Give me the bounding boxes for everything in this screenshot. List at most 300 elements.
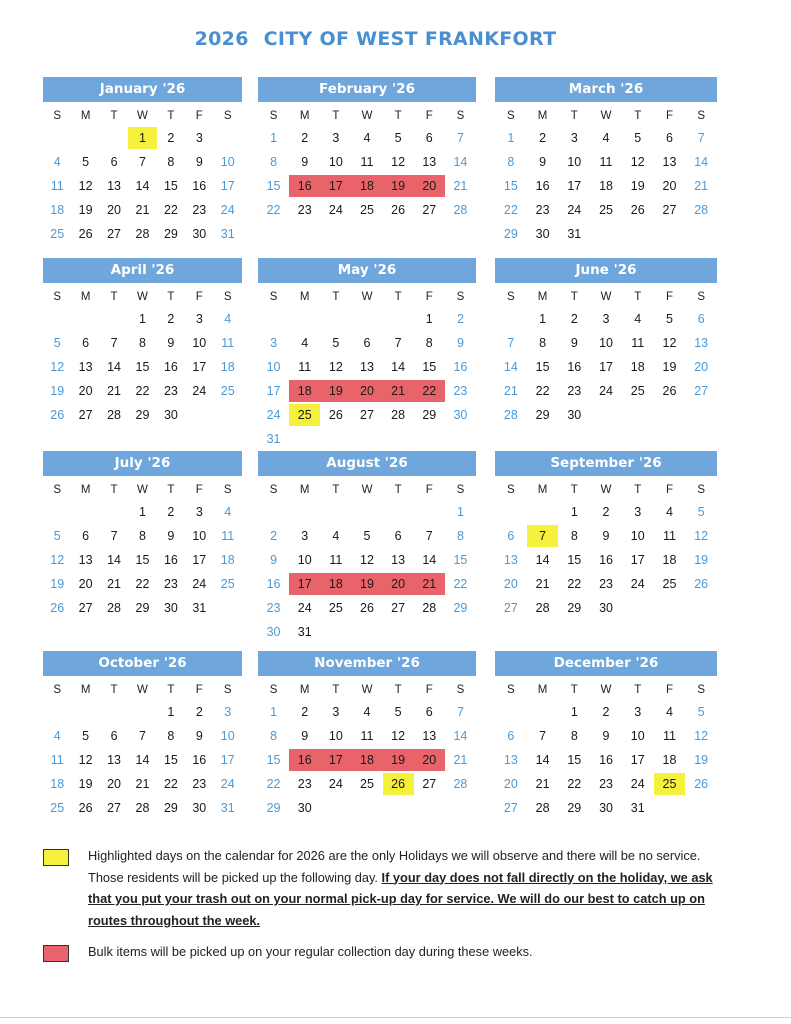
day-cell: 21 xyxy=(535,777,550,791)
day-cell: 3 xyxy=(634,705,642,719)
day-cell: 16 xyxy=(599,553,613,567)
day-cell: 3 xyxy=(301,529,309,543)
day-cell: 31 xyxy=(297,625,312,639)
month-9 xyxy=(495,451,717,621)
weekday-label: M xyxy=(537,684,548,696)
week-row xyxy=(258,356,476,380)
day-cell: 24 xyxy=(328,203,343,217)
bulk-legend-text: Bulk items will be picked up on your regular collection day during these weeks. xyxy=(88,944,533,959)
day-cell: 3 xyxy=(602,312,610,326)
bulk-pickup-day-cell: 20 xyxy=(414,175,445,197)
day-cell: 13 xyxy=(78,553,93,567)
weekday-label: F xyxy=(425,291,433,303)
bulk-pickup-day-cell: 19 xyxy=(320,380,351,402)
month-header: April '26 xyxy=(43,258,242,283)
day-cell: 4 xyxy=(602,131,610,145)
day-cell: 5 xyxy=(363,529,371,543)
day-cell: 17 xyxy=(192,360,207,374)
empty-day-cell xyxy=(214,597,242,619)
week-row xyxy=(258,621,476,645)
day-cell: 21 xyxy=(453,753,468,767)
weekday-label: T xyxy=(167,291,175,303)
day-cell: 3 xyxy=(570,131,578,145)
empty-day-cell xyxy=(351,501,382,523)
day-cell: 30 xyxy=(567,408,582,422)
day-cell: 24 xyxy=(297,601,312,615)
empty-day-cell xyxy=(685,797,717,819)
day-cell: 16 xyxy=(266,577,281,591)
day-cell: 13 xyxy=(107,179,121,193)
month-11 xyxy=(258,651,476,821)
day-cell: 8 xyxy=(139,529,146,543)
day-cell: 3 xyxy=(195,505,203,519)
day-cell: 29 xyxy=(453,601,468,615)
month-header: December '26 xyxy=(495,651,717,676)
day-cell: 14 xyxy=(107,360,121,374)
weekday-label: T xyxy=(570,110,578,122)
weekday-label: F xyxy=(425,110,433,122)
day-cell: 5 xyxy=(394,131,402,145)
day-cell: 13 xyxy=(662,155,677,169)
day-cell: 22 xyxy=(535,384,550,398)
week-row xyxy=(258,749,476,773)
day-cell: 5 xyxy=(665,312,673,326)
day-cell: 29 xyxy=(535,408,550,422)
day-cell: 23 xyxy=(567,384,582,398)
day-cell: 4 xyxy=(363,131,371,145)
day-cell: 28 xyxy=(453,777,468,791)
day-cell: 26 xyxy=(328,408,343,422)
empty-day-cell xyxy=(414,797,445,819)
day-cell: 10 xyxy=(630,729,645,743)
day-cell: 2 xyxy=(270,529,278,543)
day-cell: 14 xyxy=(107,553,121,567)
bulk-pickup-day-cell: 17 xyxy=(320,175,351,197)
day-cell: 1 xyxy=(270,131,278,145)
day-cell: 27 xyxy=(422,203,437,217)
day-cell: 17 xyxy=(266,384,281,398)
day-cell: 9 xyxy=(195,155,203,169)
weekday-label: T xyxy=(394,484,402,496)
weekday-label: T xyxy=(394,291,402,303)
week-row xyxy=(43,549,242,573)
day-cell: 18 xyxy=(50,777,65,791)
day-cell: 25 xyxy=(360,777,374,791)
day-cell: 1 xyxy=(507,131,515,145)
week-row xyxy=(495,501,717,525)
day-cell: 16 xyxy=(599,753,613,767)
empty-day-cell xyxy=(43,501,71,523)
day-cell: 10 xyxy=(630,529,645,543)
month-4 xyxy=(43,258,242,428)
day-cell: 26 xyxy=(694,777,709,791)
empty-day-cell xyxy=(100,127,128,149)
day-cell: 9 xyxy=(270,553,278,567)
day-cell: 29 xyxy=(163,227,178,241)
bulk-pickup-day-cell: 17 xyxy=(289,573,320,595)
day-cell: 7 xyxy=(456,131,464,145)
day-cell: 15 xyxy=(135,360,150,374)
weekday-label: S xyxy=(53,110,62,122)
day-cell: 23 xyxy=(266,601,281,615)
month-7 xyxy=(43,451,242,621)
page-bottom-divider xyxy=(0,1017,791,1018)
weekday-label: F xyxy=(425,484,433,496)
day-cell: 12 xyxy=(78,179,93,193)
day-cell: 9 xyxy=(539,155,547,169)
weekday-label: S xyxy=(223,684,232,696)
day-cell: 15 xyxy=(422,360,437,374)
day-cell: 27 xyxy=(503,801,518,815)
day-cell: 15 xyxy=(567,553,582,567)
day-cell: 8 xyxy=(270,155,278,169)
month-header: March '26 xyxy=(495,77,717,102)
day-cell: 11 xyxy=(298,360,312,374)
day-cell: 8 xyxy=(570,529,578,543)
empty-day-cell xyxy=(320,501,351,523)
empty-day-cell xyxy=(414,501,445,523)
day-cell: 10 xyxy=(567,155,582,169)
day-cell: 3 xyxy=(270,336,278,350)
day-cell: 9 xyxy=(602,729,610,743)
week-row xyxy=(495,549,717,573)
day-cell: 14 xyxy=(535,553,550,567)
day-cell: 17 xyxy=(630,553,645,567)
empty-day-cell xyxy=(214,404,242,426)
weekday-label: T xyxy=(634,291,642,303)
weekday-label: W xyxy=(137,484,148,496)
day-cell: 27 xyxy=(78,408,93,422)
weekday-header-row xyxy=(43,479,242,501)
weekday-label: M xyxy=(80,684,91,696)
day-cell: 19 xyxy=(662,360,677,374)
day-cell: 4 xyxy=(53,729,61,743)
weekday-label: M xyxy=(299,291,310,303)
month-header: May '26 xyxy=(258,258,476,283)
day-cell: 4 xyxy=(53,155,61,169)
day-cell: 21 xyxy=(135,777,150,791)
holiday-day-cell: 25 xyxy=(289,404,320,426)
weekday-label: T xyxy=(110,110,118,122)
day-cell: 12 xyxy=(391,729,406,743)
day-cell: 8 xyxy=(539,336,547,350)
empty-day-cell xyxy=(351,428,382,450)
week-row xyxy=(495,773,717,797)
weekday-label: T xyxy=(167,684,175,696)
empty-day-cell xyxy=(445,797,476,819)
empty-day-cell xyxy=(445,428,476,450)
day-cell: 22 xyxy=(135,577,150,591)
day-cell: 22 xyxy=(567,777,582,791)
weekday-label: M xyxy=(80,291,91,303)
weekday-label: S xyxy=(53,291,62,303)
empty-day-cell xyxy=(495,701,527,723)
day-cell: 8 xyxy=(425,336,433,350)
day-cell: 18 xyxy=(220,360,235,374)
week-row xyxy=(495,199,717,223)
bulk-pickup-day-cell: 18 xyxy=(351,175,382,197)
day-cell: 23 xyxy=(192,203,207,217)
weekday-label: S xyxy=(269,110,278,122)
day-cell: 9 xyxy=(167,529,175,543)
weekday-label: W xyxy=(361,684,373,696)
empty-day-cell xyxy=(289,501,320,523)
day-cell: 12 xyxy=(78,753,93,767)
day-cell: 10 xyxy=(328,155,343,169)
week-row xyxy=(495,725,717,749)
page-title xyxy=(0,28,751,50)
weekday-label: T xyxy=(332,110,340,122)
weekday-header-row xyxy=(43,286,242,308)
week-row xyxy=(43,597,242,621)
day-cell: 1 xyxy=(570,705,578,719)
day-cell: 12 xyxy=(630,155,645,169)
week-row xyxy=(495,380,717,404)
week-row xyxy=(495,573,717,597)
day-cell: 14 xyxy=(694,155,709,169)
day-cell: 21 xyxy=(503,384,518,398)
weekday-header-row xyxy=(495,286,717,308)
day-cell: 30 xyxy=(599,801,613,815)
week-row xyxy=(258,175,476,199)
day-cell: 6 xyxy=(394,529,402,543)
empty-day-cell xyxy=(71,701,99,723)
day-cell: 3 xyxy=(195,312,203,326)
week-row xyxy=(43,797,242,821)
day-cell: 16 xyxy=(192,753,207,767)
empty-day-cell xyxy=(351,308,382,330)
day-cell: 15 xyxy=(135,553,150,567)
day-cell: 24 xyxy=(567,203,582,217)
weekday-label: S xyxy=(269,684,278,696)
empty-day-cell xyxy=(128,701,156,723)
day-cell: 14 xyxy=(503,360,518,374)
empty-day-cell xyxy=(622,223,654,245)
day-cell: 26 xyxy=(694,577,709,591)
week-row xyxy=(43,525,242,549)
day-cell: 18 xyxy=(662,753,677,767)
day-cell: 13 xyxy=(391,553,406,567)
empty-day-cell xyxy=(320,797,351,819)
weekday-label: T xyxy=(167,110,175,122)
week-row xyxy=(258,773,476,797)
day-cell: 27 xyxy=(107,801,121,815)
day-cell: 31 xyxy=(266,432,281,446)
day-cell: 27 xyxy=(662,203,677,217)
weekday-header-row xyxy=(43,679,242,701)
day-cell: 23 xyxy=(163,384,178,398)
weekday-label: T xyxy=(570,291,578,303)
week-row xyxy=(258,199,476,223)
day-cell: 17 xyxy=(567,179,582,193)
day-cell: 24 xyxy=(630,777,645,791)
bulk-pickup-day-cell: 18 xyxy=(320,573,351,595)
day-cell: 14 xyxy=(391,360,406,374)
weekday-header-row xyxy=(495,105,717,127)
empty-day-cell xyxy=(289,308,320,330)
day-cell: 3 xyxy=(195,131,203,145)
day-cell: 21 xyxy=(535,577,550,591)
day-cell: 26 xyxy=(50,408,65,422)
weekday-label: S xyxy=(507,291,515,303)
day-cell: 2 xyxy=(602,505,610,519)
day-cell: 21 xyxy=(107,577,121,591)
weekday-label: F xyxy=(195,291,203,303)
day-cell: 9 xyxy=(167,336,175,350)
day-cell: 15 xyxy=(266,179,281,193)
day-cell: 13 xyxy=(694,336,709,350)
day-cell: 26 xyxy=(662,384,677,398)
weekday-label: T xyxy=(167,484,175,496)
day-cell: 9 xyxy=(301,155,309,169)
day-cell: 20 xyxy=(503,777,518,791)
day-cell: 26 xyxy=(50,601,65,615)
empty-day-cell xyxy=(43,308,71,330)
bulk-pickup-day-cell: 19 xyxy=(383,749,414,771)
month-5 xyxy=(258,258,476,452)
day-cell: 6 xyxy=(110,729,118,743)
weekday-label: W xyxy=(600,291,612,303)
week-row xyxy=(495,127,717,151)
day-cell: 16 xyxy=(535,179,550,193)
day-cell: 10 xyxy=(192,336,207,350)
day-cell: 22 xyxy=(163,777,178,791)
weekday-label: M xyxy=(537,110,548,122)
day-cell: 18 xyxy=(630,360,645,374)
day-cell: 27 xyxy=(422,777,437,791)
empty-day-cell xyxy=(590,404,622,426)
day-cell: 11 xyxy=(221,529,235,543)
weekday-label: W xyxy=(361,484,373,496)
day-cell: 30 xyxy=(453,408,468,422)
day-cell: 8 xyxy=(139,336,146,350)
day-cell: 9 xyxy=(602,529,610,543)
day-cell: 15 xyxy=(535,360,550,374)
day-cell: 4 xyxy=(301,336,309,350)
day-cell: 18 xyxy=(662,553,677,567)
empty-day-cell xyxy=(214,127,242,149)
day-cell: 20 xyxy=(662,179,677,193)
day-cell: 5 xyxy=(697,705,705,719)
day-cell: 6 xyxy=(697,312,705,326)
day-cell: 26 xyxy=(360,601,374,615)
week-row xyxy=(495,404,717,428)
empty-day-cell xyxy=(71,127,99,149)
weekday-label: S xyxy=(697,110,705,122)
day-cell: 16 xyxy=(163,553,178,567)
day-cell: 9 xyxy=(456,336,464,350)
holiday-day-cell: 1 xyxy=(128,127,156,149)
day-cell: 13 xyxy=(503,553,518,567)
day-cell: 23 xyxy=(297,203,312,217)
day-cell: 20 xyxy=(107,203,121,217)
day-cell: 6 xyxy=(507,729,515,743)
day-cell: 28 xyxy=(694,203,709,217)
weekday-label: S xyxy=(223,484,232,496)
weekday-label: S xyxy=(53,684,62,696)
week-row xyxy=(495,749,717,773)
day-cell: 13 xyxy=(78,360,93,374)
day-cell: 23 xyxy=(599,777,613,791)
empty-day-cell xyxy=(590,223,622,245)
day-cell: 7 xyxy=(456,705,464,719)
weekday-label: S xyxy=(269,291,278,303)
day-cell: 22 xyxy=(503,203,518,217)
day-cell: 30 xyxy=(163,408,178,422)
day-cell: 6 xyxy=(363,336,371,350)
day-cell: 29 xyxy=(266,801,281,815)
week-row xyxy=(43,404,242,428)
empty-day-cell xyxy=(71,308,99,330)
week-row xyxy=(43,308,242,332)
weekday-label: M xyxy=(299,484,310,496)
empty-day-cell xyxy=(685,404,717,426)
empty-day-cell xyxy=(383,308,414,330)
day-cell: 12 xyxy=(328,360,343,374)
day-cell: 30 xyxy=(192,801,207,815)
day-cell: 23 xyxy=(192,777,207,791)
day-cell: 25 xyxy=(220,577,235,591)
day-cell: 4 xyxy=(665,505,673,519)
weekday-label: T xyxy=(110,484,118,496)
day-cell: 7 xyxy=(394,336,402,350)
weekday-label: S xyxy=(456,684,465,696)
day-cell: 7 xyxy=(110,336,118,350)
week-row xyxy=(43,332,242,356)
weekday-label: M xyxy=(80,110,91,122)
day-cell: 6 xyxy=(82,529,90,543)
day-cell: 11 xyxy=(662,529,676,543)
day-cell: 22 xyxy=(266,203,281,217)
day-cell: 5 xyxy=(634,131,642,145)
day-cell: 4 xyxy=(224,312,232,326)
month-3 xyxy=(495,77,717,247)
weekday-label: M xyxy=(537,484,548,496)
day-cell: 24 xyxy=(220,203,235,217)
day-cell: 10 xyxy=(328,729,343,743)
day-cell: 13 xyxy=(503,753,518,767)
day-cell: 15 xyxy=(453,553,468,567)
month-12 xyxy=(495,651,717,821)
day-cell: 12 xyxy=(694,529,709,543)
day-cell: 10 xyxy=(220,729,235,743)
day-cell: 28 xyxy=(135,227,150,241)
day-cell: 6 xyxy=(507,529,515,543)
day-cell: 27 xyxy=(391,601,406,615)
week-row xyxy=(43,151,242,175)
day-cell: 19 xyxy=(78,777,93,791)
day-cell: 28 xyxy=(503,408,518,422)
week-row xyxy=(43,725,242,749)
holiday-day-cell: 26 xyxy=(383,773,414,795)
day-cell: 26 xyxy=(630,203,645,217)
day-cell: 3 xyxy=(332,131,340,145)
empty-day-cell xyxy=(100,308,128,330)
day-cell: 13 xyxy=(107,753,121,767)
day-cell: 5 xyxy=(82,729,90,743)
day-cell: 14 xyxy=(453,155,468,169)
bulk-pickup-day-cell: 20 xyxy=(383,573,414,595)
day-cell: 3 xyxy=(332,705,340,719)
day-cell: 24 xyxy=(220,777,235,791)
day-cell: 20 xyxy=(78,384,93,398)
day-cell: 27 xyxy=(107,227,121,241)
empty-day-cell xyxy=(654,797,686,819)
weekday-label: W xyxy=(137,684,148,696)
day-cell: 7 xyxy=(539,729,547,743)
day-cell: 26 xyxy=(78,227,93,241)
day-cell: 19 xyxy=(694,753,709,767)
